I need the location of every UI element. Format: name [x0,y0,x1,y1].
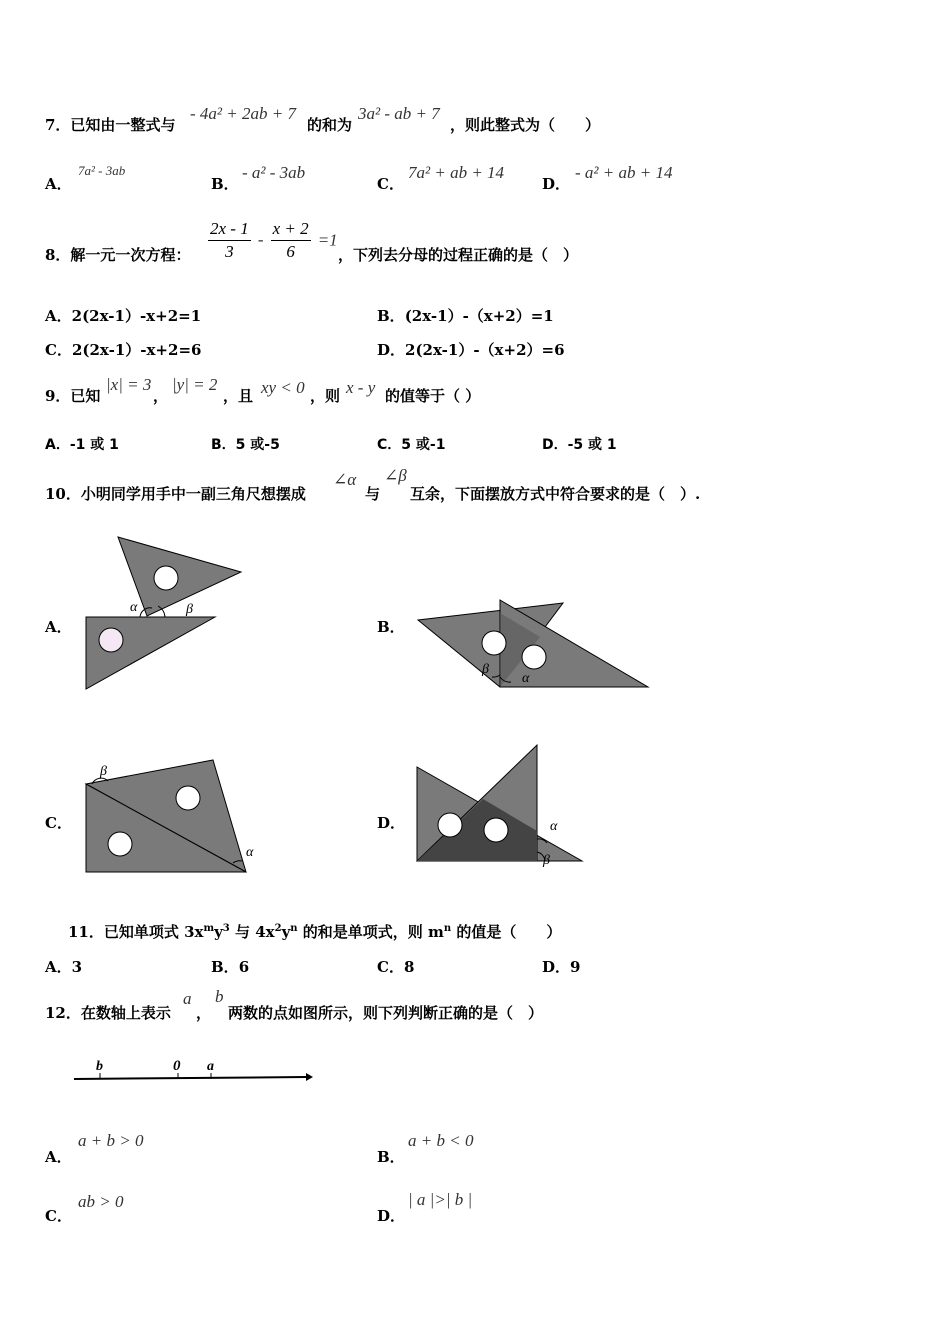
q12-var-b: b [215,987,224,1006]
q8-option-b [377,305,554,326]
q10-option-c-label: C． [45,814,72,832]
q8-stem-b: ，下列去分母的过程正确的是（ ） [338,246,579,264]
figure-b-beta: β [482,662,489,677]
q8-fraction-2 [271,218,311,263]
q10-option-a-label: A． [45,618,72,636]
q11-option-c-label: C． [377,958,404,976]
q7-option-b-label: B． [211,175,239,193]
q9-option-d-label: D． [542,437,568,453]
number-line-label-b: b [96,1059,103,1074]
q11-stem-b: y [214,923,223,941]
q9-option-b-text: 5 或-5 [235,437,280,453]
q10-angle-alpha: ∠α [333,470,357,489]
q7-option-b-expr: - a² - 3ab [242,163,306,182]
q11-stem [68,921,561,942]
q9-option-c [377,434,445,454]
figure-a-beta: β [186,602,193,617]
q8-minus: - [257,230,264,249]
q10-figure-c [80,755,270,880]
q12-option-d-expr: | a |>| b | [408,1190,473,1209]
q7-option-d-label: D． [542,175,571,193]
q9-option-a-text: -1 或 1 [69,437,119,453]
q9-option-d [542,434,617,454]
q10-option-b-label: B． [377,618,405,636]
q11-option-b [211,956,249,977]
q8-option-a-text: 2(2x-1）-x+2=1 [71,307,202,325]
q12-number-line [70,1052,315,1092]
q11-sup-5: n [443,923,452,934]
q11-stem-e: 的和是单项式，则 m [297,923,444,941]
figure-b-alpha: α [522,671,530,686]
q10-angle-beta: ∠β [384,466,407,485]
q9-option-b [211,434,280,454]
figure-a-alpha: α [130,600,138,615]
q8-option-c [45,339,201,360]
q11-option-b-label: B． [211,958,239,976]
q9-option-c-label: C． [377,437,402,453]
q12-option-c-expr: ab > 0 [78,1192,124,1211]
figure-d-hole-2 [484,818,508,842]
q7-expr2: 3a² - ab + 7 [358,104,440,123]
q8-frac2-num: x + 2 [271,218,311,241]
q12-comma: ， [196,1004,212,1022]
q9-expr4: x - y [346,378,376,397]
q11-sup-2: 3 [222,923,230,934]
figure-b-hole-2 [522,645,546,669]
q7-stem-b: 的和为 [307,116,353,134]
q11-option-a [45,956,82,977]
q10-figure-d [410,740,595,870]
q7-option-a-expr: 7a² - 3ab [78,163,126,178]
q8-option-b-text: (2x-1）-（x+2）=1 [404,307,554,325]
q8-equation [206,218,338,263]
q8-eq: =1 [317,230,338,250]
q7-expr1: - 4a² + 2ab + 7 [190,104,296,123]
q9-option-d-text: -5 或 1 [567,437,617,453]
q9-option-a [45,434,119,454]
figure-a-hole-top [154,566,178,590]
figure-d-alpha: α [550,819,558,834]
q11-option-c [377,956,414,977]
q11-option-a-label: A． [45,958,72,976]
q9-option-c-text: 5 或-1 [401,437,446,453]
figure-c-hole-1 [176,786,200,810]
q12-option-d-label: D． [377,1207,406,1225]
q11-stem-a: 11．已知单项式 3x [68,923,204,941]
q8-option-d-text: 2(2x-1）-（x+2）=6 [405,341,565,359]
q11-option-b-text: 6 [238,958,250,976]
figure-c-hole-2 [108,832,132,856]
q11-option-d [542,956,580,977]
q12-stem-b: 两数的点如图所示，则下列判断正确的是（ ） [228,1004,544,1022]
q8-option-d [377,339,565,360]
figure-a-triangle-bottom [86,617,215,689]
q12-option-a-expr: a + b > 0 [78,1131,144,1150]
q7-option-d-expr: - a² + ab + 14 [575,163,673,182]
q8-stem-a: 8．解一元一次方程： [45,246,191,264]
q11-stem-f: 的值是（ ） [451,923,562,941]
q8-fraction-1 [208,218,251,263]
figure-a-hole-bottom [99,628,123,652]
q12-option-b-label: B． [377,1148,405,1166]
q9-option-b-label: B． [211,437,236,453]
q7-option-a-label: A． [45,175,72,193]
q11-stem-d: y [281,923,291,941]
figure-d-hole-1 [438,813,462,837]
q9-expr2: |y| = 2 [172,375,218,394]
q12-stem-a: 12．在数轴上表示 [45,1004,171,1022]
q12-var-a: a [183,989,192,1008]
q9-expr1: |x| = 3 [106,375,152,394]
q11-sup-1: m [203,923,215,934]
q8-option-b-label: B． [377,307,405,325]
q8-option-a [45,305,201,326]
q8-option-d-label: D． [377,341,406,359]
q12-option-b-expr: a + b < 0 [408,1131,474,1150]
q7-stem-a: 7．已知由一整式与 [45,116,176,134]
q11-option-d-text: 9 [570,958,581,976]
q9-stem-a: 9．已知 [45,387,101,405]
question-7 [45,114,175,135]
q10-stem-b: 与 [365,485,381,503]
q9-comma: ， [153,387,169,405]
q8-option-c-label: C． [45,341,72,359]
q11-option-a-text: 3 [71,958,83,976]
q9-stem-d: 的值等于（ ） [385,387,481,405]
q10-figure-a [80,530,260,700]
q12-option-c-label: C． [45,1207,72,1225]
q12-option-a-label: A． [45,1148,72,1166]
q11-option-c-text: 8 [403,958,415,976]
q7-option-c-label: C． [377,175,404,193]
q11-sup-3: 2 [274,923,282,934]
q11-option-d-label: D． [542,958,571,976]
q8-frac1-num: 2x - 1 [208,218,251,241]
q10-stem-c: 互余，下面摆放方式中符合要求的是（ ）. [410,485,701,503]
q7-option-c-expr: 7a² + ab + 14 [408,163,505,182]
q8-option-a-label: A． [45,307,72,325]
figure-b-hole-1 [482,631,506,655]
q8-option-c-text: 2(2x-1）-x+2=6 [71,341,202,359]
number-line-label-a: a [207,1059,214,1074]
number-line-arrow [306,1073,313,1081]
figure-c-beta: β [100,764,107,779]
number-line-label-zero: 0 [173,1058,181,1074]
q11-sup-4: n [290,923,298,934]
q7-stem-c: ，则此整式为（ ） [450,116,601,134]
q11-stem-c: 与 4x [229,923,275,941]
q10-figure-b [410,595,660,695]
q10-option-d-label: D． [377,814,406,832]
q9-expr3: xy < 0 [261,378,305,397]
q9-stem-b: ，且 [223,387,254,405]
q8-frac2-den: 6 [286,242,295,261]
number-line-axis [74,1077,306,1079]
q9-option-a-label: A． [45,437,70,453]
q9-stem-c: ，则 [310,387,341,405]
figure-c-alpha: α [246,845,254,860]
q10-stem-a: 10．小明同学用手中一副三角尺想摆成 [45,485,306,503]
figure-d-beta: β [543,853,550,868]
q8-frac1-den: 3 [225,242,234,261]
